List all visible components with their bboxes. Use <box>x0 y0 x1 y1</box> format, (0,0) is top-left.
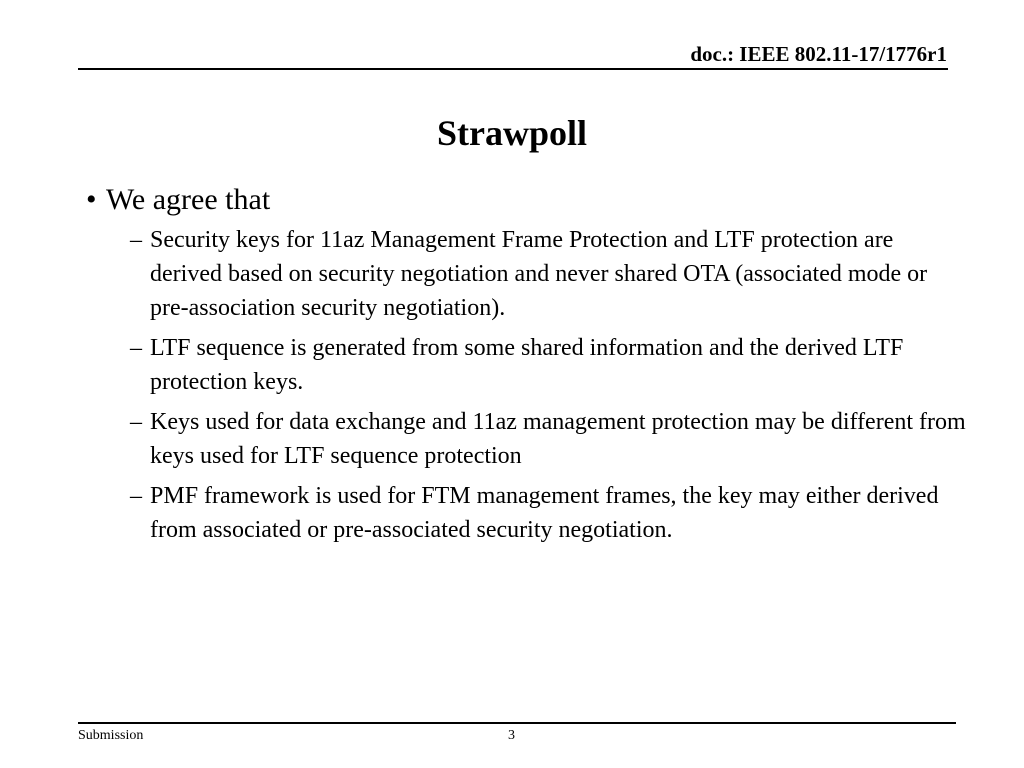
dash-marker: – <box>130 335 142 361</box>
sub-bullet-text: LTF sequence is generated from some shared information and the derived LTF protection keys. <box>150 335 904 395</box>
sub-bullet-text: Security keys for 11az Management Frame Protection and LTF protection are derived based on security negotiation and never shared OTA (associated mode or pre-association security negotiation). <box>150 227 928 321</box>
slide-body <box>86 181 966 553</box>
footer-submission-label: Submission <box>78 728 144 743</box>
dash-marker: – <box>130 227 142 253</box>
bullet-marker: • <box>86 183 97 216</box>
sub-bullet-text: Keys used for data exchange and 11az management protection may be different from keys used for LTF sequence protection <box>150 409 966 469</box>
slide-title: Strawpoll <box>436 113 587 153</box>
sub-bullet-list <box>86 223 966 547</box>
footer-divider <box>78 722 956 724</box>
document-id: doc.: IEEE 802.11-17/1776r1 <box>690 42 947 66</box>
sub-bullet-text: PMF framework is used for FTM management frames, the key may either derived from associated or pre-associated security negotiation. <box>150 483 939 543</box>
sub-bullet-item <box>130 223 966 325</box>
sub-bullet-item <box>130 331 966 399</box>
sub-bullet-item <box>130 479 966 547</box>
bullet-item <box>86 181 966 219</box>
header-divider <box>78 68 948 70</box>
bullet-text: We agree that <box>106 183 271 216</box>
dash-marker: – <box>130 409 142 435</box>
dash-marker: – <box>130 483 142 509</box>
sub-bullet-item <box>130 405 966 473</box>
page-number: 3 <box>508 728 515 743</box>
